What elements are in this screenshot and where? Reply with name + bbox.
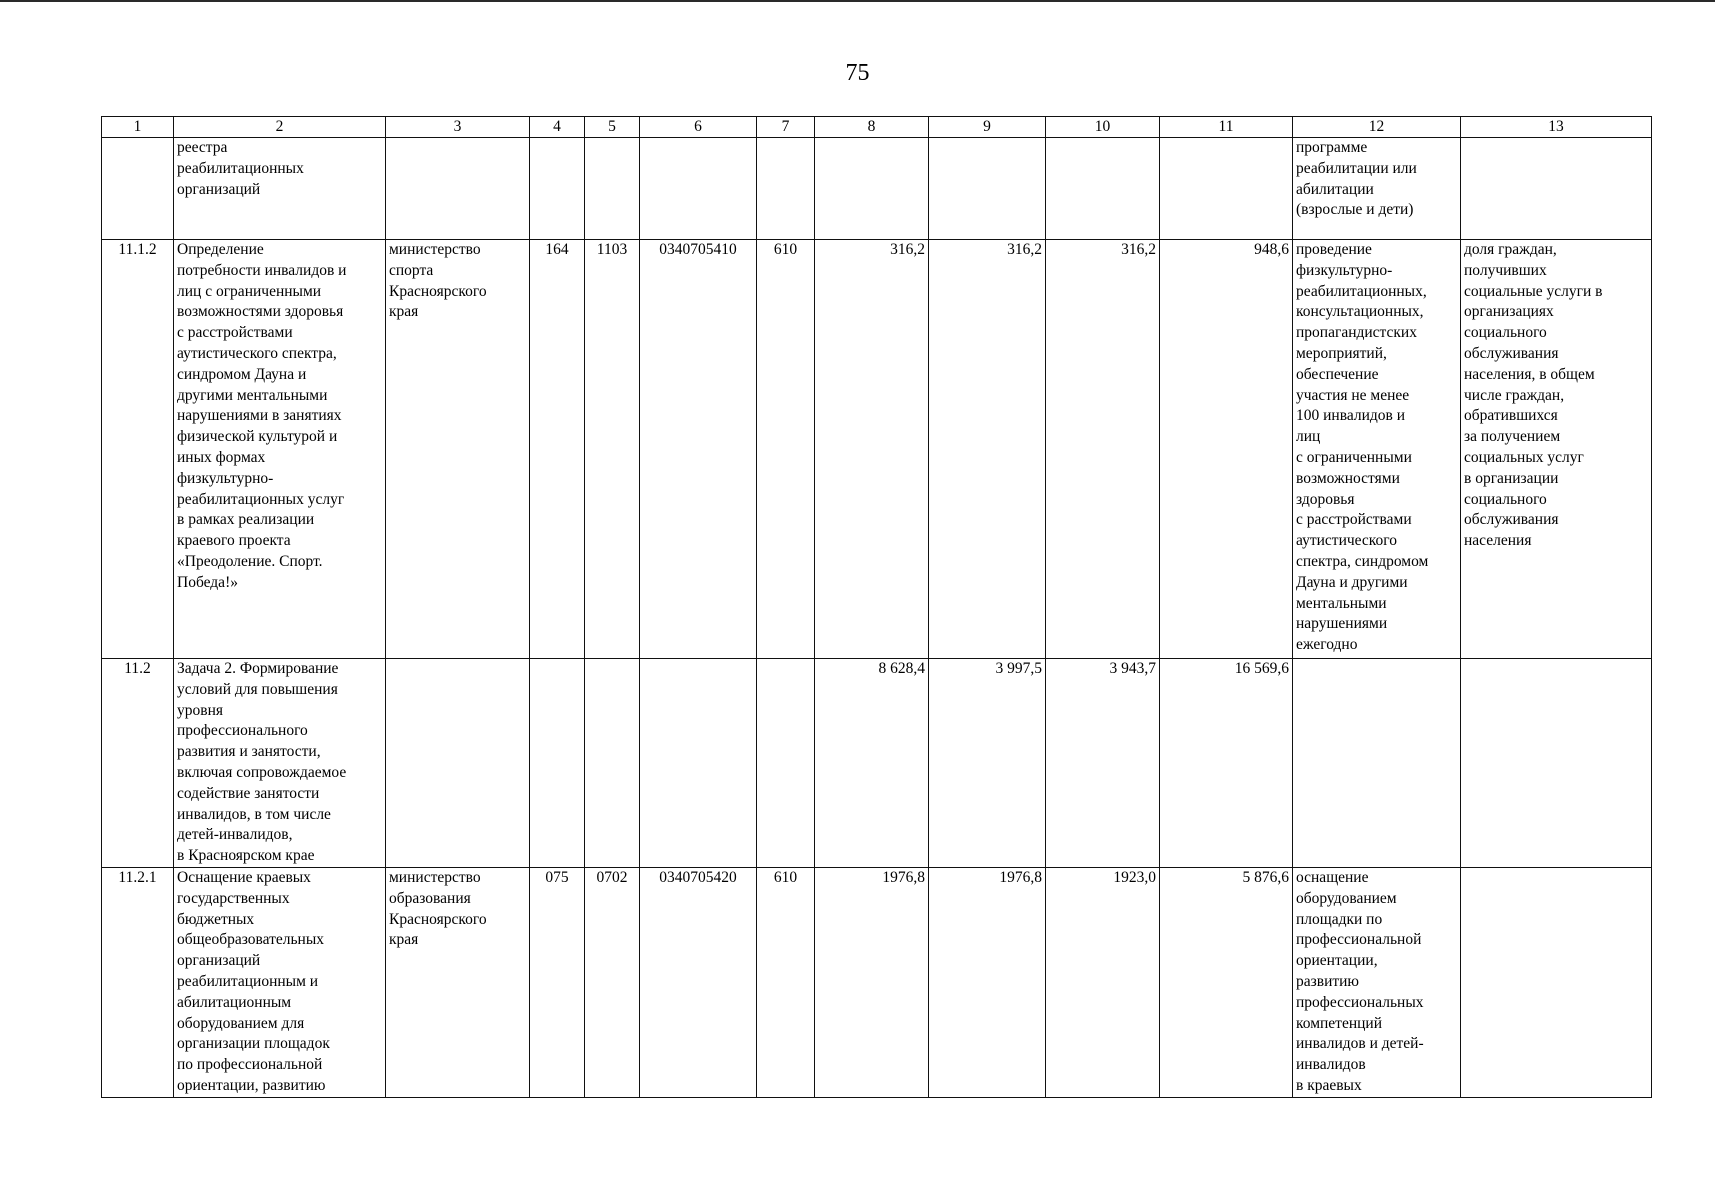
column-header: 9 <box>929 117 1046 138</box>
measure-name: Задача 2. Формирование условий для повышения уровня профессионального развития и занятости, включая сопровождаемое содействие занятости инвалидов, в том числе детей-инвалидов, в Красноярском крае <box>174 659 386 868</box>
table-row <box>102 240 1652 659</box>
amount-total: 948,6 <box>1160 240 1293 659</box>
column-header: 2 <box>174 117 386 138</box>
expense-type-code <box>757 138 815 240</box>
page-number: 75 <box>845 60 870 86</box>
amount-year-1: 316,2 <box>815 240 929 659</box>
column-header: 8 <box>815 117 929 138</box>
column-header: 5 <box>585 117 640 138</box>
indicator <box>1461 659 1652 868</box>
amount-year-1 <box>815 138 929 240</box>
section-code: 0702 <box>585 868 640 1098</box>
section-code <box>585 659 640 868</box>
column-header: 10 <box>1046 117 1160 138</box>
amount-total: 5 876,6 <box>1160 868 1293 1098</box>
row-number: 11.1.2 <box>102 240 174 659</box>
section-code <box>585 138 640 240</box>
amount-year-2: 3 997,5 <box>929 659 1046 868</box>
indicator: доля граждан, получивших социальные услуги в организациях социального обслуживания населения, в общем числе граждан, обратившихся за получением социальных услуг в организации социального обслуживания населения <box>1461 240 1652 659</box>
measure-name: реестра реабилитационных организаций <box>174 138 386 240</box>
amount-year-1: 1976,8 <box>815 868 929 1098</box>
table-row <box>102 868 1652 1098</box>
target-article-code: 0340705410 <box>640 240 757 659</box>
expected-result: программе реабилитации или абилитации (взрослые и дети) <box>1293 138 1461 240</box>
amount-year-2: 1976,8 <box>929 868 1046 1098</box>
amount-year-1: 8 628,4 <box>815 659 929 868</box>
table-row <box>102 659 1652 868</box>
target-article-code: 0340705420 <box>640 868 757 1098</box>
amount-total: 16 569,6 <box>1160 659 1293 868</box>
ministry-code: 075 <box>530 868 585 1098</box>
executor <box>386 659 530 868</box>
amount-year-2: 316,2 <box>929 240 1046 659</box>
column-header: 4 <box>530 117 585 138</box>
expense-type-code: 610 <box>757 868 815 1098</box>
target-article-code <box>640 659 757 868</box>
amount-total <box>1160 138 1293 240</box>
executor: министерство образования Красноярского края <box>386 868 530 1098</box>
amount-year-3: 1923,0 <box>1046 868 1160 1098</box>
executor <box>386 138 530 240</box>
ministry-code: 164 <box>530 240 585 659</box>
executor: министерство спорта Красноярского края <box>386 240 530 659</box>
amount-year-3: 316,2 <box>1046 240 1160 659</box>
column-header: 7 <box>757 117 815 138</box>
amount-year-3: 3 943,7 <box>1046 659 1160 868</box>
column-header: 12 <box>1293 117 1461 138</box>
ministry-code <box>530 659 585 868</box>
indicator <box>1461 868 1652 1098</box>
column-header: 6 <box>640 117 757 138</box>
row-number: 11.2.1 <box>102 868 174 1098</box>
expected-result: оснащение оборудованием площадки по профессиональной ориентации, развитию профессиональных компетенций инвалидов и детей- инвалидов в краевых <box>1293 868 1461 1098</box>
column-header: 1 <box>102 117 174 138</box>
column-header: 11 <box>1160 117 1293 138</box>
column-number-row <box>102 117 1652 138</box>
table-row <box>102 138 1652 240</box>
measure-name: Оснащение краевых государственных бюджетных общеобразовательных организаций реабилитационным и абилитационным оборудованием для организации площадок по профессиональной ориентации, развитию <box>174 868 386 1098</box>
row-number: 11.2 <box>102 659 174 868</box>
indicator <box>1461 138 1652 240</box>
expected-result: проведение физкультурно- реабилитационных, консультационных, пропагандистских мероприятий, обеспечение участия не менее 100 инвалидов и лиц с ограниченными возможностями здоровья с расстройствами аутистического спектра, синдромом Дауна и другими ментальными нарушениями ежегодно <box>1293 240 1461 659</box>
expense-type-code <box>757 659 815 868</box>
program-table <box>101 116 1652 1098</box>
expected-result <box>1293 659 1461 868</box>
amount-year-2 <box>929 138 1046 240</box>
expense-type-code: 610 <box>757 240 815 659</box>
amount-year-3 <box>1046 138 1160 240</box>
measure-name: Определение потребности инвалидов и лиц с ограниченными возможностями здоровья с расстройствами аутистического спектра, синдромом Дауна и другими ментальными нарушениями в занятиях физической культурой и иных формах физкультурно- реабилитационных услуг в рамках реализации краевого проекта «Преодоление. Спорт. Победа!» <box>174 240 386 659</box>
ministry-code <box>530 138 585 240</box>
section-code: 1103 <box>585 240 640 659</box>
row-number <box>102 138 174 240</box>
target-article-code <box>640 138 757 240</box>
column-header: 3 <box>386 117 530 138</box>
scan-top-edge <box>0 0 1715 2</box>
column-header: 13 <box>1461 117 1652 138</box>
